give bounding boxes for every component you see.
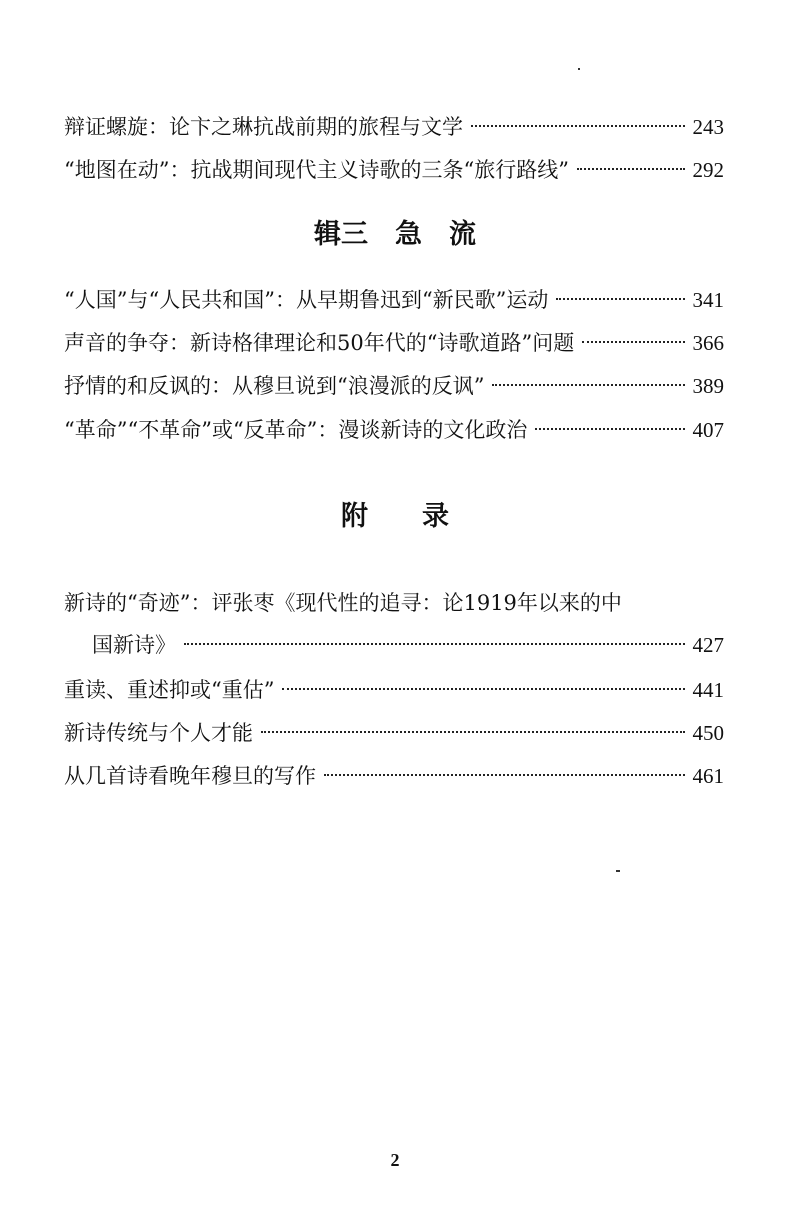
page-number: 2 <box>390 1150 400 1170</box>
toc-entry-page: 407 <box>692 418 724 442</box>
toc-entry-title: “地图在动”：抗战期间现代主义诗歌的三条“旅行路线” <box>64 158 569 182</box>
toc-entry[interactable] <box>64 371 724 401</box>
dot-leader <box>184 643 685 645</box>
toc-entry-page: 461 <box>692 764 724 788</box>
appendix-heading: 附 录 <box>341 501 449 532</box>
toc-entry-title: 新诗的“奇迹”：评张枣《现代性的追寻：论1919年以来的中 <box>64 591 622 615</box>
scan-speck <box>578 68 580 70</box>
toc-entry[interactable] <box>64 285 724 315</box>
toc-entry[interactable] <box>64 675 724 705</box>
toc-entry-title: “革命”“不革命”或“反革命”：漫谈新诗的文化政治 <box>64 418 528 442</box>
section-heading: 辑三 急 流 <box>314 219 476 250</box>
toc-entry-title: 声音的争夺：新诗格律理论和50年代的“诗歌道路”问题 <box>64 331 575 355</box>
toc-entry-title: “人国”与“人民共和国”：从早期鲁迅到“新民歌”运动 <box>64 288 549 312</box>
dot-leader <box>582 341 684 343</box>
toc-entry-page: 427 <box>692 633 724 657</box>
toc-entry-page: 450 <box>692 721 724 745</box>
dot-leader <box>261 731 685 733</box>
dot-leader <box>492 384 684 386</box>
toc-entry[interactable] <box>64 588 724 618</box>
dot-leader <box>556 298 684 300</box>
toc-entry-page: 441 <box>692 678 724 702</box>
toc-entry-page: 243 <box>692 115 724 139</box>
dot-leader <box>324 774 685 776</box>
toc-entry-title: 辩证螺旋：论卞之琳抗战前期的旅程与文学 <box>64 115 463 139</box>
toc-entry-title: 抒情的和反讽的：从穆旦说到“浪漫派的反讽” <box>64 374 485 398</box>
toc-entry[interactable] <box>64 718 724 748</box>
toc-entry-continued[interactable] <box>92 630 724 660</box>
toc-entry-page: 292 <box>692 158 724 182</box>
scan-speck <box>616 870 620 872</box>
toc-entry-title: 新诗传统与个人才能 <box>64 721 253 745</box>
toc-entry[interactable] <box>64 155 724 185</box>
dot-leader <box>577 168 685 170</box>
dot-leader <box>471 125 685 127</box>
toc-entry[interactable] <box>64 328 724 358</box>
toc-entry[interactable] <box>64 112 724 142</box>
toc-entry[interactable] <box>64 761 724 791</box>
dot-leader <box>282 688 684 690</box>
toc-entry[interactable] <box>64 415 724 445</box>
toc-entry-page: 341 <box>692 288 724 312</box>
toc-entry-title: 从几首诗看晚年穆旦的写作 <box>64 764 316 788</box>
toc-entry-title: 国新诗》 <box>92 633 176 657</box>
toc-entry-page: 366 <box>692 331 724 355</box>
toc-entry-page: 389 <box>692 374 724 398</box>
dot-leader <box>535 428 684 430</box>
toc-entry-title: 重读、重述抑或“重估” <box>64 678 275 702</box>
